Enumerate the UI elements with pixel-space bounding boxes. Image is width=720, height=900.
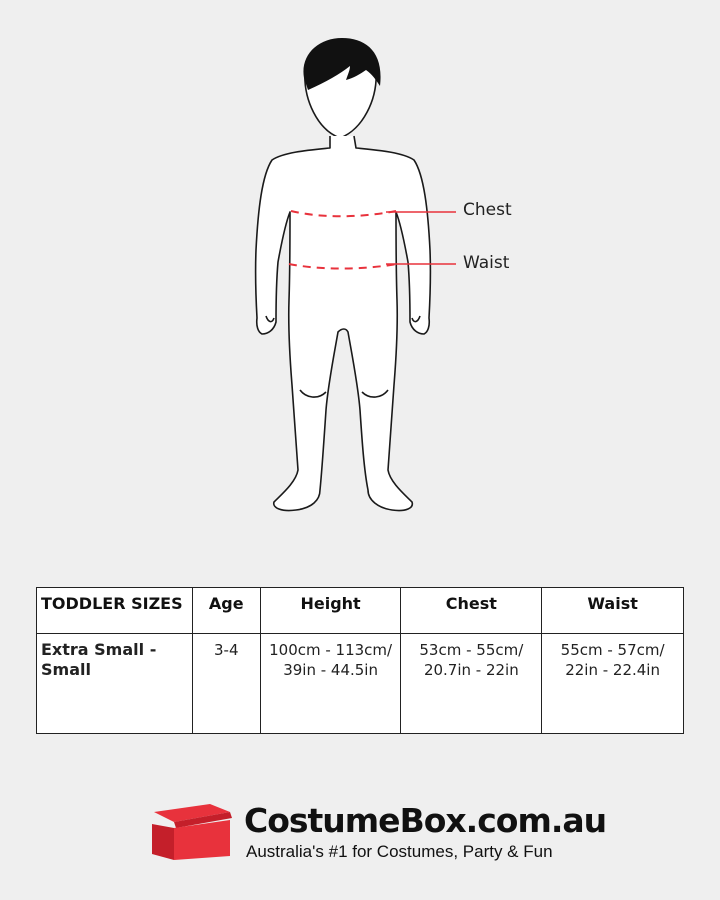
header-chest: Chest [401,588,542,634]
header-age: Age [192,588,260,634]
cell-height [260,634,401,734]
chest-label: Chest [463,200,512,220]
header-height: Height [260,588,401,634]
cell-chest-metric: 53cm - 55cm/ [419,641,524,659]
cell-waist-imperial: 22in - 22.4in [565,661,660,679]
brand-name: CostumeBox.com.au [244,801,607,840]
cell-height-metric: 100cm - 113cm/ [269,641,393,659]
waist-label: Waist [463,253,510,273]
header-waist: Waist [542,588,684,634]
table-row [37,634,684,734]
cell-waist-metric: 55cm - 57cm/ [560,641,665,659]
cell-waist [542,634,684,734]
cell-chest-imperial: 20.7in - 22in [423,661,519,679]
cell-size: Extra Small - Small [37,634,193,734]
cell-chest [401,634,542,734]
table-header-row [37,588,684,634]
header-toddler-sizes: TODDLER SIZES [37,588,193,634]
cell-height-imperial: 39in - 44.5in [283,661,378,679]
brand-tagline: Australia's #1 for Costumes, Party & Fun [246,842,553,861]
size-table [36,587,684,734]
cell-age: 3-4 [192,634,260,734]
